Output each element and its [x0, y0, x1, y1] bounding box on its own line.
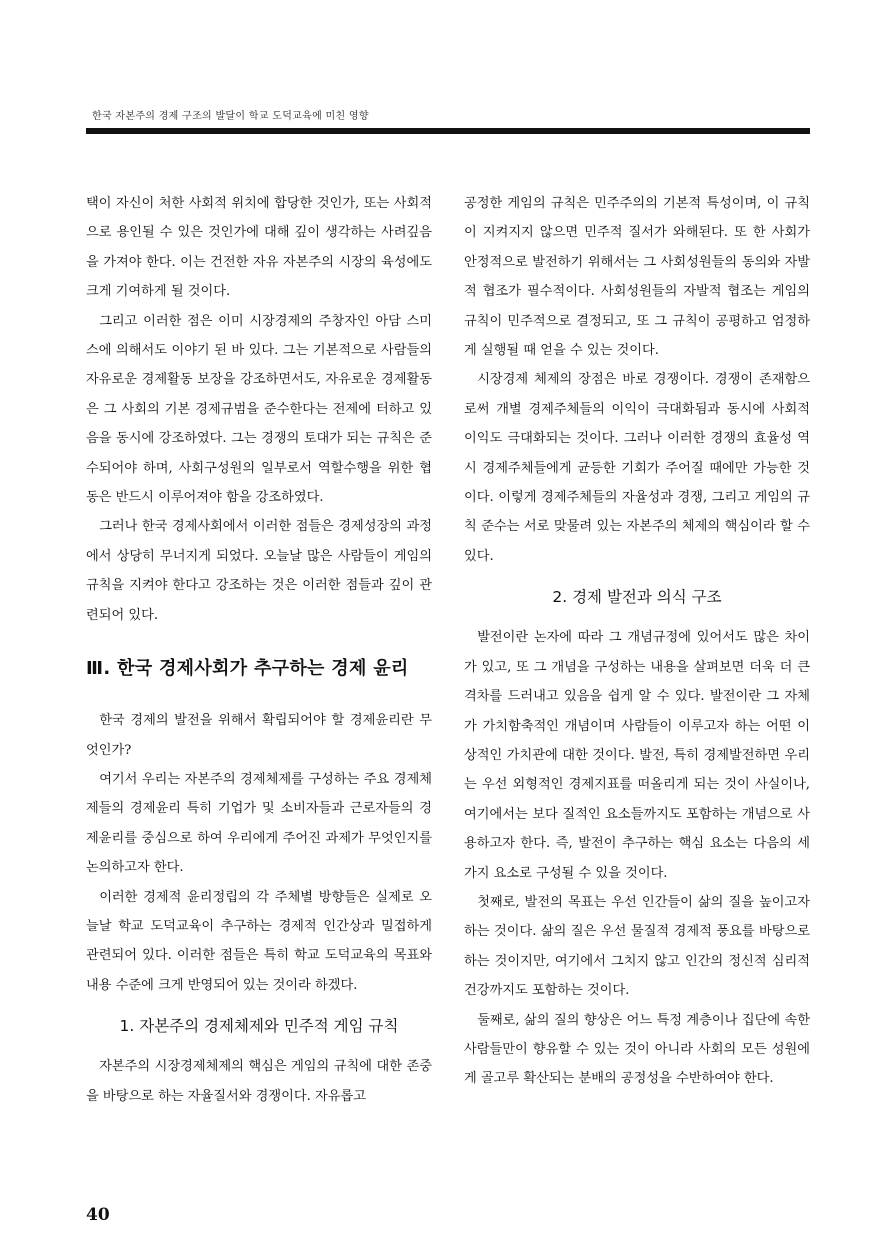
page-number: 40 [86, 1205, 110, 1225]
paragraph: 발전이란 논자에 따라 그 개념규정에 있어서도 많은 차이가 있고, 또 그 개념을 구성하는 내용을 살펴보면 더욱 더 큰 격차를 드러내고 있음을 쉽게 알 수 있다. 발전이란 그 자체가 가치함축적인 개념이며 사람들이 이루고자 하는 어떤 이상적인 가치관에 대한 것이다. 발전, 특히 경제발전하면 우리는 우선 외형적인 경제지표를 떠올리게 되는 것이 사실이나, 여기에서는 보다 질적인 요소들까지도 포함하는 개념으로 사용하고자 한다. 즉, 발전이 추구하는 핵심 요소는 다음의 세가지 요소로 구성될 수 있을 것이다. [464, 630, 810, 881]
paragraph: 여기서 우리는 자본주의 경제체제를 구성하는 주요 경제체제들의 경제윤리 특히 기업가 및 소비자들과 근로자들의 경제윤리를 중심으로 하여 우리에게 주어진 과제가 무엇인지를 논의하고자 한다. [86, 771, 432, 876]
paragraph: 그리고 이러한 점은 이미 시장경제의 주창자인 아담 스미스에 의해서도 이야기 된 바 있다. 그는 기본적으로 사람들의 자유로운 경제활동 보장을 강조하면서도, 자유로운 경제활동은 그 사회의 기본 경제규범을 준수한다는 전제에 터하고 있음을 동시에 강조하였다. 그는 경쟁의 토대가 되는 규칙은 준수되어야 하며, 사회구성원의 일부로서 역할수행을 위한 협동은 반드시 이루어져야 함을 강조하였다. [86, 313, 432, 506]
paragraph: 택이 자신이 처한 사회적 위치에 합당한 것인가, 또는 사회적으로 용인될 수 있은 것인가에 대해 깊이 생각하는 사려깊음을 가져야 한다. 이는 건전한 자유 자본주의 시장의 육성에도 크게 기여하게 될 것이다. [86, 196, 432, 300]
subsection-heading: 1. 자본주의 경제체제와 민주적 게임 규칙 [119, 1017, 399, 1036]
paragraph: 첫째로, 발전의 목표는 우선 인간들이 삶의 질을 높이고자 하는 것이다. 삶의 질은 우선 물질적 경제적 풍요를 바탕으로 하는 것이지만, 여기에서 그치지 않고 인간의 정신적 심리적 건강까지도 포함하는 것이다. [464, 894, 810, 999]
header-rule [86, 128, 810, 134]
paragraph: 자본주의 시장경제체제의 핵심은 게임의 규칙에 대한 존중을 바탕으로 하는 자율질서와 경쟁이다. 자유롭고 [86, 1059, 432, 1104]
paragraph: 둘째로, 삶의 질의 향상은 어느 특정 계층이나 집단에 속한 사람들만이 향유할 수 있는 것이 아니라 사회의 모든 성원에게 골고루 확산되는 분배의 공정성을 수반하여야 한다. [464, 1012, 810, 1087]
left-column [86, 189, 432, 1111]
running-header: 한국 자본주의 경제 구조의 발달이 학교 도덕교육에 미친 영향 [92, 111, 369, 122]
subsection-heading: 2. 경제 발전과 의식 구조 [552, 588, 722, 607]
paragraph: 한국 경제의 발전을 위해서 확립되어야 할 경제윤리란 무엇인가? [86, 713, 432, 758]
paragraph: 이러한 경제적 윤리정립의 각 주체별 방향들은 실제로 오늘날 학교 도덕교육이 추구하는 경제적 인간상과 밀접하게 관련되어 있다. 이러한 점들은 특히 학교 도덕교육의 목표와 내용 수준에 크게 반영되어 있는 것이라 하겠다. [86, 889, 432, 993]
paragraph: 그러나 한국 경제사회에서 이러한 점들은 경제성장의 과정에서 상당히 무너지게 되었다. 오늘날 많은 사람들이 게임의 규칙을 지켜야 한다고 강조하는 것은 이러한 점들과 깊이 관련되어 있다. [86, 519, 432, 623]
right-column [464, 189, 810, 1094]
paragraph: 공정한 게임의 규칙은 민주주의의 기본적 특성이며, 이 규칙이 지켜지지 않으면 민주적 질서가 와해된다. 또 한 사회가 안정적으로 발전하기 위해서는 그 사회성원들의 동의와 자발적 협조가 필수적이다. 사회성원들의 자발적 협조는 게임의 규칙이 민주적으로 결정되고, 또 그 규칙이 공평하고 엄정하게 실행될 때 얻을 수 있는 것이다. [464, 196, 810, 359]
section-heading: Ⅲ. 한국 경제사회가 추구하는 경제 윤리 [86, 658, 409, 680]
paragraph: 시장경제 체제의 장점은 바로 경쟁이다. 경쟁이 존재함으로써 개별 경제주체들의 이익이 극대화됨과 동시에 사회적 이익도 극대화되는 것이다. 그러나 이러한 경쟁의 효율성 역시 경제주체들에게 균등한 기회가 주어질 때에만 가능한 것이다. 이렇게 경제주체들의 자율성과 경쟁, 그리고 게임의 규칙 준수는 서로 맞물려 있는 자본주의 체제의 핵심이라 할 수 있다. [464, 372, 810, 564]
